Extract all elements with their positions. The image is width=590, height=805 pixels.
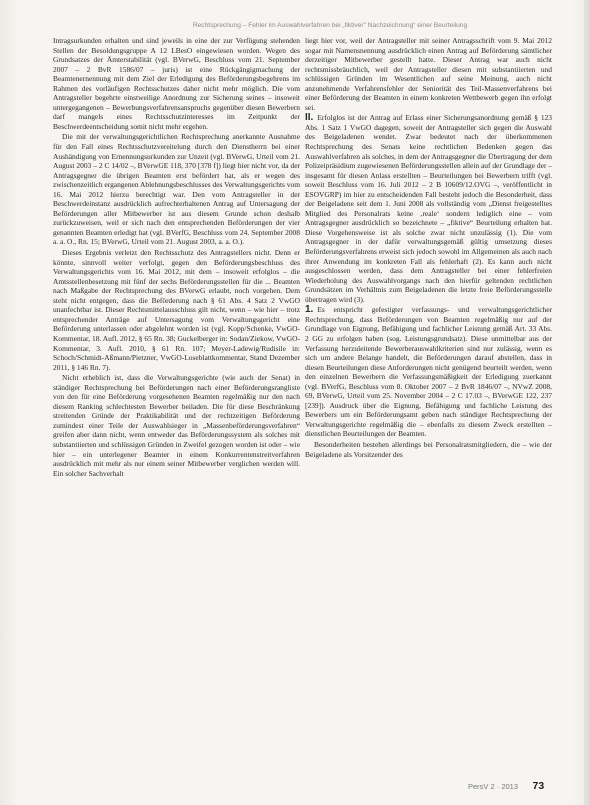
paragraph: liegt hier vor, weil der Antragsteller mit seiner Antragsschrift vom 9. Mai 2012 sogar mit Namensnennung ausdrücklich einen Antrag auf Beförderung sämtlicher derzeitiger Mitbewerber gestellt hatte. Dieser Antrag war auch nicht rechtsmissbräuchlich, weil der Antragsteller diesen mit substantiierten und schlüssigen Gründen im Wesentlichen auf seine Meinung, auch nicht anzunehmende Verfahrensfehler der Seniorität des Teil-Massenverfahrens bei einer Beförderung der Beamten in einem konkreten Wettbewerb gegen ihn erfolgt sei.	[305, 36, 552, 112]
paragraph-text: Es entspricht gefestigter verfassungs- und verwaltungsgerichtlicher Rechtsprechung, dass Beförderungen von Beamten regelmäßig nur auf der Grundlage von Eignung, Befähigung und fachlicher Leistung gemäß Art. 33 Abs. 2 GG zu erfolgen haben (sog. Leistungsgrundsatz). Diese unmittelbar aus der Verfassung herzuleitende Bewerberauswahlkriterien sind nur zulässig, wenn es sich um andere Belange handelt, die Beförderungen darauf abstellen, dass in diesen Beurteilungen diese Anforderungen nicht genügend beurteilt werden, wenn den einzelnen Bewerbern die Verfassungsmäßigkeit der Erledigung zuerkannt (vgl. BVerfG, Beschluss vom 8. Oktober 2007 – 2 BvR 1846/07 –, NVwZ 2008, 69, BVerwG, Urteil vom 25. November 2004 – 2 C 17.03 –, BVerwGE 122, 237 [239]). Ausdruck über die Eignung, Befähigung und fachliche Leistung des Bewerbers um ein Beförderungsamt geben nach ständiger Rechtsprechung der Verwaltungsgerichte regelmäßig die – ebenfalls zu diesem Zweck erstellten – dienstlichen Beurteilungen der Beamten.	[305, 305, 552, 439]
running-head: Rechtsprechung – Fehler im Auswahlverfahren bei „fiktiver" Nachzeichnung“ einer Beurteilung	[192, 22, 468, 29]
section-number: 1.	[305, 304, 314, 316]
issue-label: PersV 2 · 2013	[468, 782, 519, 791]
paragraph: Intragsurkunden erhalten und sind jeweils in eine der zur Verfügung stehenden Stellen der Besoldungsgruppe A 12 LBesO eingewiesen worden. Wegen des Grundsatzes der Ämterstabilität (vgl. BVerwG, Beschluss vom 21. September 2007 – 2 BvR 1586/07 – juris) ist eine Rückgängigmachung der Beamtenernennung mit dem Ziel der Erledigung des Beförderungsbegehrens im Rahmen des vorläufigen Rechtsschutzes daher nicht mehr möglich. Die vom Antragsteller begehrte einstweilige Anordnung zur Sicherung seines – insoweit untergegangenen – Bewerbungsverfahrensanspruchs gegenüber diesen Bewerbern darf mangels eines Rechtsschutzinteresses im Zeitpunkt der Beschwerdeentscheidung somit nicht mehr ergehen.	[53, 36, 300, 131]
page-spine-shadow	[584, 0, 590, 805]
paragraph: Nicht erheblich ist, dass die Verwaltungsgerichte (wie auch der Senat) in ständiger Rechtsprechung bei Beförderungen nach einer Beförderungsrangliste von den für eine Beförderung vorgesehenen Beamten regelmäßig nur den nach diesem Ranking schlechtesten Bewerber beiladen. Die für diese Beschränkung streitenden Gründe der Praktikabilität und der rechtzeitigen Beförderung zumindest einer Teile der Auswahlsieger in „Massenbeförderungsverfahren“ greifen aber dann nicht, wenn entweder das Beförderungssystem als solches mit substantiierten und schlüssigen Gründen in Zweifel gezogen worden ist oder – wie hier – ein unterlegener Beamter in einem Konkurrentenstreitverfahren ausdrücklich mit mehr als nur einem seiner Mitbewerber verglichen werden will. Ein solcher Sachverhalt	[53, 373, 300, 478]
paragraph: Besonderheiten bestehen allerdings bei Personalratsmitgliedern, die – wie der Beigeladene als Vorsitzender des	[305, 439, 552, 459]
paragraph-text: Erfolglos ist der Antrag auf Erlass einer Sicherungsanordnung gemäß § 123 Abs. 1 Satz 1 VwGO dagegen, soweit der Antragsteller sich gegen die Auswahl des Beigeladenen wendet. Zwar bedeutet nach der überkommenen Rechtsprechung des Senats keine rechtlichen Bedenken gegen das Auswahlverfahren als solches, in dem der Antragsgegner die Übertragung der dem Polizeipräsidium zugewiesenen Beförderungsstellen allein auf der Grundlage der – insgesamt für diesen Anlass erstellten – Beurteilungen bei Bewerbern trifft (vgl. soweit Beschluss vom 16. Juli 2012 – 2 B 10609/12.OVG –, veröffentlicht in ESOVGRP) im hier zu entscheidenden Fall besteht jedoch die Besonderheit, dass der Beigeladene seit dem 1. Juni 2008 als vollständig vom „Dienst freigestelltes Mitglied des Personalrats keine ‚reale‘ sondern lediglich eine – vom Antragsgegner ausdrücklich so bezeichnete – „fiktive“ Beurteilung erhalten hat. Diese Vorgehensweise ist als solche zwar nicht unzulässig (1). Die vom Antragsgegner in der dafür verwaltungsgemäß gültig umsetzung dieses Beförderungsverfahrens erweist sich jedoch sowohl im Allgemeinen als auch nach ihrer Anwendung im konkreten Fall als fehlerhaft (2). Es kann auch nicht ausgeschlossen werden, dass dem Antragsteller bei einer fehlerfreien Wiederholung des Auswahlvorgangs nach den hierfür geltenden rechtlichen Grundsätzen im Verhältnis zum Beigeladenen die letzte freie Beförderungsstelle übertragen wird (3).	[305, 113, 553, 304]
page-number: 73	[532, 780, 545, 792]
right-column	[305, 36, 552, 459]
section-number: II.	[305, 112, 314, 124]
paragraph: Dieses Ergebnis verletzt den Rechtsschutz des Antragstellers nicht. Denn er könnte, sinnvoll weiter verfolgt, gegen den Beförderungsbeschluss des Verwaltungsgerichts vom 16. Mai 2012, mit dem – insoweit erfolglos – die Amtsstellenbesetzung mit fünf der sechs Beförderungsstellen für die ... Beamten nach Maßgabe der Rechtsprechung des BVerwG erlaubt, noch vorgehen. Dem steht nicht entgegen, dass die Beförderung nach § 61 Abs. 4 Satz 2 VwGO unanfechtbar ist. Dieser Rechtsmittelausschluss gilt nicht, wenn – wie hier – trotz entsprechender Anträge auf Untersagung vom Verwaltungsgericht eine Beförderung unterlassen oder abgelehnt worden ist (vgl. Kopp/Schenke, VwGO-Kommentar, 18. Aufl. 2012, § 65 Rn. 38; Guckelberger in: Sodan/Ziekow, VwGO-Kommentar, 3. Aufl. 2010, § 61 Rn. 107; Meyer-Ladewig/Rudisile in: Schoch/Schmidt-Aßmann/Pietzner, VwGO-Loseblattkommentar, Stand Dezember 2011, § 146 Rn. 7).	[53, 248, 300, 372]
paragraph: Die mit der verwaltungsgerichtlichen Rechtsprechung anerkannte Ausnahme für den Fall eines Rechtsschutzvereitelung durch den Dienstherrn bei einer Aushändigung von Ernennungsurkunden zur Unzeit (vgl. BVerwG, Urteil vom 21. August 2003 – 2 C 14/02 –, BVerwGE 118, 370 [378 f]) liegt hier nicht vor, da der Antragsgegner die übrigen Beamten erst befördert hat, als er wegen des zwischenzeitlich ergangenen Ablehnungsbeschlusses des Verwaltungsgerichts vom 16. Mai 2012 hierzu berechtigt war. Den vom Antragsteller in der Beschwerdeinstanz ausdrücklich aufrechterhaltenen Antrag auf Untersagung der Beförderungen aller Mitbewerber ist aus diesem Grunde schon deshalb zurückzuweisen, weil er sich nach den entsprechenden Beförderungen der vier genannten Beamten erledigt hat (vgl. BVerfG, Beschluss vom 24. September 2008 a. a. O., Rn. 15; BVerwG, Urteil vom 21. August 2003, a. a. O.).	[53, 132, 300, 247]
section-paragraph	[305, 113, 552, 304]
section-paragraph	[305, 305, 552, 439]
page-footer	[468, 776, 578, 794]
left-column	[53, 36, 300, 478]
